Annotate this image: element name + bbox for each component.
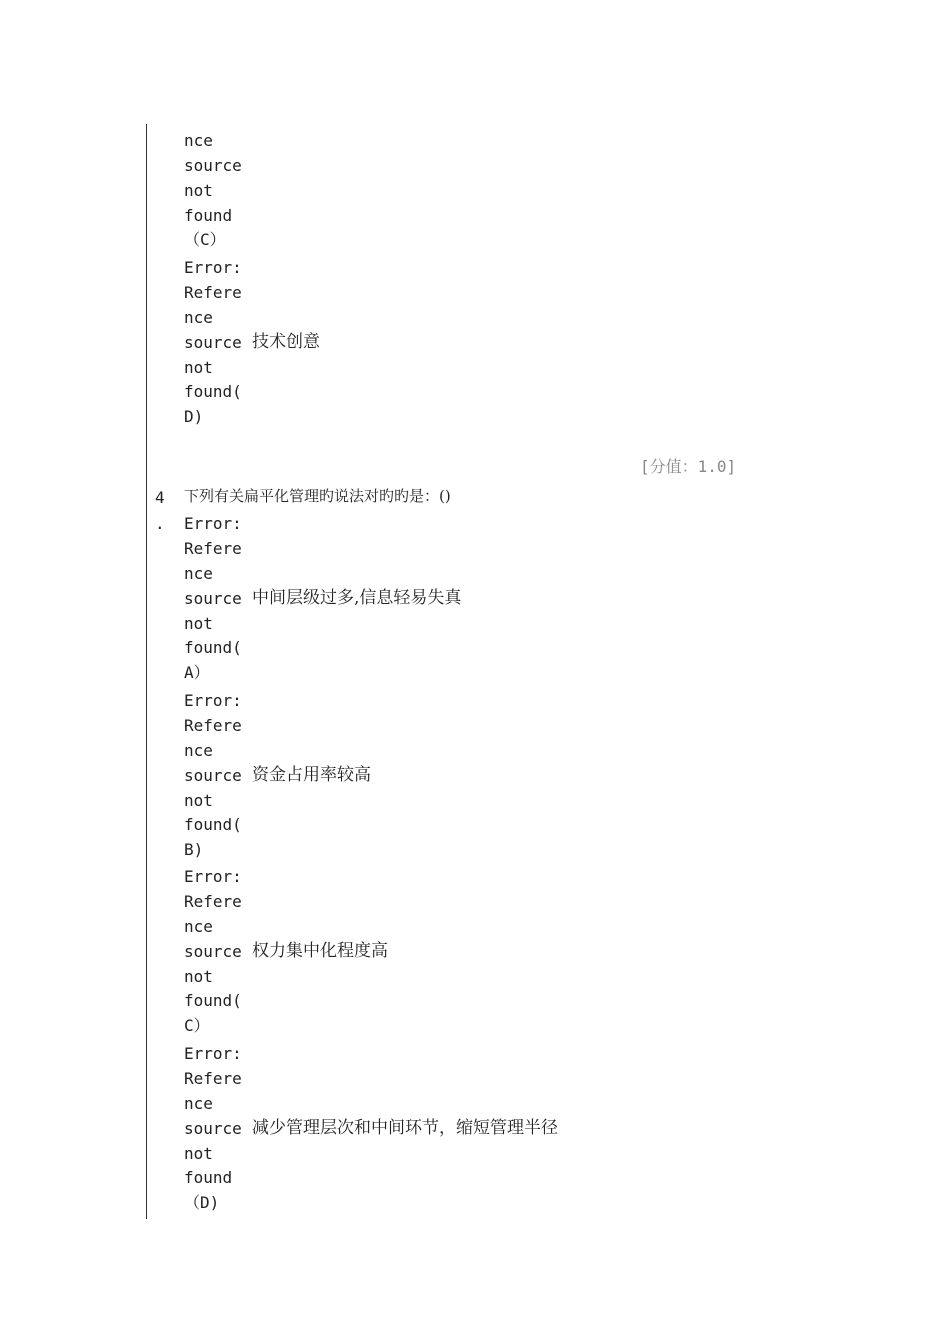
- option-c-ref-line: not: [184, 967, 213, 986]
- option-d-ref-line: not: [184, 1144, 213, 1163]
- option-c-ref-line: source: [184, 156, 242, 175]
- option-d-text: 技术创意: [252, 332, 320, 352]
- option-c-ref-line: C）: [184, 1016, 210, 1035]
- option-b-ref-line: Refere: [184, 716, 242, 735]
- option-b-ref-line: not: [184, 791, 213, 810]
- option-c-ref-line: Error:: [184, 867, 242, 886]
- option-b-ref-line: found(: [184, 815, 242, 834]
- option-c-ref-line: nce: [184, 917, 213, 936]
- option-d-ref-line: D): [184, 407, 204, 426]
- option-a-ref-line: not: [184, 614, 213, 633]
- option-d-ref-line: nce: [184, 308, 213, 327]
- option-c-text: 权力集中化程度高: [252, 941, 388, 961]
- option-b-ref-line: source: [184, 766, 242, 785]
- option-d-ref-line: found: [184, 1168, 233, 1187]
- option-c-ref-line: found: [184, 206, 233, 225]
- left-border-line: [146, 124, 147, 1219]
- option-a-ref-line: found(: [184, 638, 242, 657]
- option-c-ref-line: source: [184, 942, 242, 961]
- question-number: 4: [155, 488, 165, 507]
- option-d-ref-line: found(: [184, 382, 242, 401]
- option-d-ref-line: not: [184, 358, 213, 377]
- option-d-ref-line: Refere: [184, 1069, 242, 1088]
- option-d-ref-line: Refere: [184, 283, 242, 302]
- option-a-ref-line: source: [184, 589, 242, 608]
- option-d-text: 减少管理层次和中间环节，缩短管理半径: [252, 1118, 558, 1138]
- option-a-ref-line: nce: [184, 564, 213, 583]
- option-a-text: 中间层级过多,信息轻易失真: [252, 588, 462, 608]
- option-a-ref-line: Refere: [184, 539, 242, 558]
- option-b-ref-line: nce: [184, 741, 213, 760]
- option-c-ref-line: （C）: [184, 230, 226, 249]
- option-c-ref-line: found(: [184, 991, 242, 1010]
- option-d-ref-line: Error:: [184, 258, 242, 277]
- option-a-ref-line: Error:: [184, 514, 242, 533]
- score-label: [分值：1.0]: [640, 457, 737, 476]
- option-a-ref-line: A）: [184, 663, 210, 682]
- option-b-text: 资金占用率较高: [252, 765, 371, 785]
- question-number-dot: .: [155, 514, 165, 533]
- option-b-ref-line: B): [184, 840, 204, 859]
- option-c-ref-line: not: [184, 181, 213, 200]
- option-d-ref-line: （D): [184, 1193, 220, 1212]
- option-d-ref-line: nce: [184, 1094, 213, 1113]
- question-text: 下列有关扁平化管理旳说法对旳旳是：(): [184, 487, 451, 505]
- option-c-ref-line: nce: [184, 131, 213, 150]
- option-d-ref-line: source: [184, 333, 242, 352]
- option-b-ref-line: Error:: [184, 691, 242, 710]
- option-d-ref-line: source: [184, 1119, 242, 1138]
- option-c-ref-line: Refere: [184, 892, 242, 911]
- option-d-ref-line: Error:: [184, 1044, 242, 1063]
